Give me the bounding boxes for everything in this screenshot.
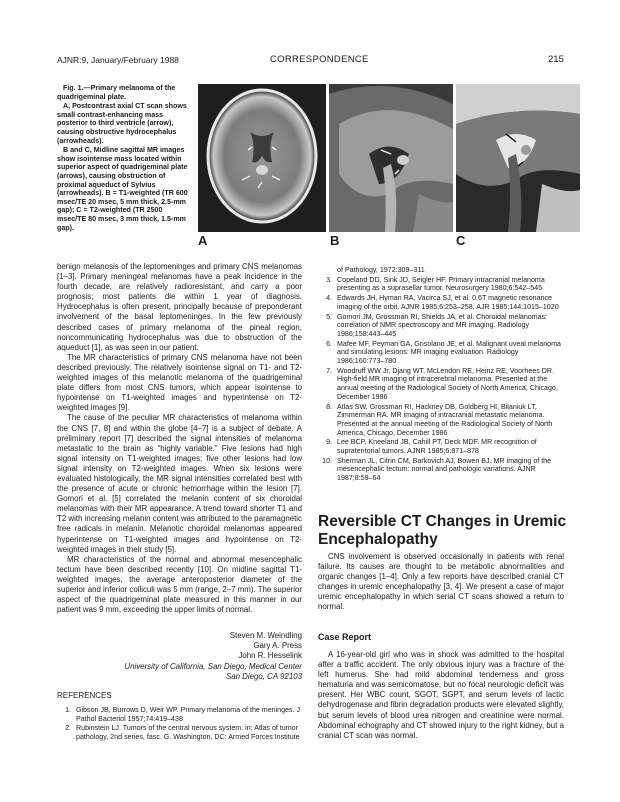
mr-image-b xyxy=(329,84,453,232)
affiliation-city: San Diego, CA 92103 xyxy=(225,671,302,681)
reference-item: 6. Mafee MF, Peyman GA, Grisolano JE, et al. Malignant uveal melanoma and simulating lesions: MR imaging evaluation. Radiology 1986;160:773–780 xyxy=(326,339,561,366)
paragraph: A 16-year-old girl who was in shock was admitted to the hospital after a traffic accident. The only obvious injury was a fracture of the left humerus. She had mild abdominal tenderness and gross hematuria and was semicomatose, but no focal neurologic deficit was present. Her WBC count, SGOT, SGPT, and serum levels of lactic dehydrogenase and fibrin degradation products were elevated slightly, but serum levels of blood urea nitrogen and creatinine were normal. Abdominal echography and CT showed injury to the right kidney, but a cranial CT scan was normal. xyxy=(318,650,564,740)
article-title: Reversible CT Changes in Uremic Encephalopathy xyxy=(318,513,567,548)
figure-label-b: B xyxy=(330,233,340,248)
ct-scan-image-a xyxy=(198,84,326,232)
case-report-heading: Case Report xyxy=(318,632,372,642)
caption-part-bc: B and C, Midline sagittal MR images show isointense mass located within superior aspect of quadrigeminal plate (arrows), causing obstruction of proximal aqueduct of Sylvius (arrowheads). B = T1-weighted (TR 600 msec/TE 20 msec, 5 mm thick, 2.5-mm gap); C = T2-weighted (TR 2500 msec/TE 80 msec, 3 mm thick, 1.5-mm gap). xyxy=(57,146,188,232)
journal-citation: AJNR:9, January/February 1988 xyxy=(57,55,179,65)
author-name: Gary A. Press xyxy=(253,641,302,651)
reference-item: 5. Gomori JM, Grossman RI, Shields JA, et al. Choroidal melanomas: correlation of NMR spectroscopy and MR imaging. Radiology 1986;158:443–445 xyxy=(326,312,548,338)
references-list-continued xyxy=(318,266,564,484)
reference-item: 8. Atlas SW, Grossman RI, Hackney DB, Goldberg HI, Bilaniuk LT, Zimmerman RA. MR imaging of intracranial metastatic melanoma. Presented at the annual meeting of the Radiological Society of North America, Chicago, December 1986 xyxy=(326,402,553,437)
reference-item: 7. Woodruff WW Jr, Djang WT, McLendon RE, Heinz RE, Voorhees DR. High-field MR imaging of intracerebral melanoma. Presented at the annual meeting of the Radiological Society of North America, Chicago, December 1986 xyxy=(326,366,558,401)
paragraph: benign melanosis of the leptomeninges and primary CNS melanomas [1–3]. Primary meningeal melanomas have a peak incidence in the fourth decade, are relatively radioresistant, and carry a poor prognosis; most patients die within 1 year of diagnosis. Hydrocephalus is often present, principally because of preponderant involvement of the basal leptomeninges. In the few previously described cases of primary melanoma of the pineal region, noncommunicating hydrocephalus was due to obstruction of the aqueduct [1], as was seen in our patient. xyxy=(57,262,302,352)
reference-item: 3. Copeland DD, Sink JD, Seigler HF. Primary intracranial melanoma presenting as a suprasellar tumor. Neurosurgery 1980;6:542–545 xyxy=(326,275,545,293)
paragraph: MR characteristics of the normal and abnormal mesencephalic tectum have been described recently [10]. On midline sagittal T1-weighted images, the average anteroposterior diameter of the superior and inferior colliculi was 5 mm (range, 2–7 mm). The superior aspect of the quadrigeminal plate measured in this manner in our patient was 9 mm, exceeding the upper limits of normal. xyxy=(57,554,302,615)
article-intro xyxy=(318,552,564,613)
case-report-body xyxy=(318,650,564,741)
figure-label-c: C xyxy=(456,233,466,248)
paragraph: CNS involvement is observed occasionally in patients with renal failure. Its causes are thought to be metabolic abnormalities and organic changes [1–4]. Only a few reports have described cranial CT changes in uremic encephalopathy [3, 4]. We present a case of major uremic encephalopathy in which serial CT scans showed a return to normal. xyxy=(318,552,564,612)
affiliation: University of California, San Diego, Medical Center xyxy=(124,661,302,671)
page-number: 215 xyxy=(548,54,564,65)
caption-part-a: A, Postcontrast axial CT scan shows small contrast-enhancing mass posterior to third ventricle (arrow), causing obstructive hydrocephalus (arrowheads). xyxy=(57,102,187,145)
author-name: John R. Hesselink xyxy=(238,651,302,661)
paragraph: The MR characteristics of primary CNS melanoma have not been described previously. The relatively isointense signal on T1- and T2-weighted images of this melanotic melanoma of the quadrigeminal plate differs from most CNS tumors, which appear isointense to hypointense on T1-weighted images and hyperintense on T2-weighted images [9]. xyxy=(57,352,302,413)
left-column-body xyxy=(57,262,302,615)
reference-continuation: of Pathology, 1972:309–311 xyxy=(337,266,425,274)
reference-item: 2. Rubinstein LJ. Tumors of the central nervous system. in: Atlas of tumor pathology, 2nd series, fasc. G. Washington, DC: Armed Forces Institute xyxy=(65,724,300,742)
figure-label-a: A xyxy=(198,233,208,248)
paragraph: The cause of the peculiar MR characteristics of melanoma within the CNS [7, 8] and within the globe [4–7] is a subject of debate. A preliminary report [7] described the signal intensities of melanoma metastatic to the brain as “highly variable.” Five lesions had high signal intensity on T1-weighted images; five other lesions had low signal intensity on T2-weighted images. When six lesions were evaluated histologically, the MR signal intensities correlated best with the presence of acute or chronic hemorrhage within the lesion [7]. Gomori et al. [5] correlated the melanin content of six choroidal melanomas with their MR appearance. A trend toward shorter T1 and T2 with increasing melanin content was attributed to the paramagnetic free radicals in melanin. Melanotic choroidal melanomas appeared hyperintense on T1-weighted images and hypointense on T2-weighted images in their study [5]. xyxy=(57,413,302,554)
references-list xyxy=(57,706,302,743)
author-signature xyxy=(100,631,302,682)
figure-caption xyxy=(57,84,193,233)
reference-item: 4. Edwards JH, Hyman RA, Vacirca SJ, et al. 0.6T magnetic resonance imaging of the orbit. AJNR 1985;6:253–258, AJR 1985;144:1015–1020 xyxy=(326,294,559,311)
references-heading: REFERENCES xyxy=(57,691,112,700)
reference-item: 9. Lee BCP, Kneeland JB, Cahill PT, Deck MDF. MR recognition of supratentorial tumors. AJNR 1985;6:871–878 xyxy=(326,438,537,456)
author-name: Steven M. Weindling xyxy=(229,631,302,640)
section-title: CORRESPONDENCE xyxy=(270,54,369,65)
mr-image-c xyxy=(456,84,580,232)
reference-item: 10. Sherman JL, Citrin CM, Barkovich AJ, Bowen BJ. MR imaging of the mesencephalic tectum: normal and pathologic variations. AJNR 1987;8:59–64 xyxy=(322,456,552,483)
caption-title: Fig. 1.—Primary melanoma of the quadrigeminal plate. xyxy=(57,84,176,101)
reference-item: 1. Gibson JB, Burrows D, Weir WP. Primary melanoma of the meninges. J Pathol Bacteriol 1957;74:419–438 xyxy=(65,706,301,723)
